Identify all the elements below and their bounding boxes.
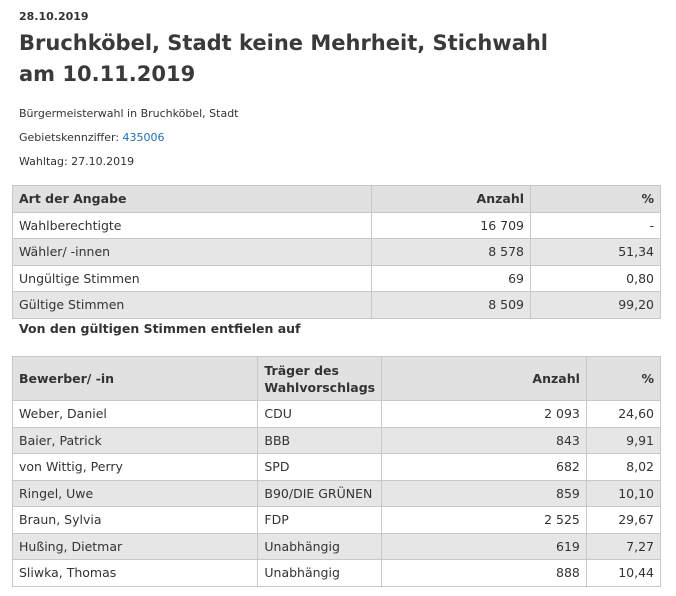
candidate-count: 619 <box>382 533 587 560</box>
candidate-party: Unabhängig <box>258 533 382 560</box>
candidate-count: 682 <box>382 454 587 481</box>
column-header-count: Anzahl <box>382 357 587 401</box>
summary-table <box>12 185 661 319</box>
candidates-table <box>12 356 661 587</box>
table-row <box>13 507 661 534</box>
column-header-type: Art der Angabe <box>13 186 372 213</box>
summary-table-header <box>13 186 661 213</box>
row-percent: 51,34 <box>531 239 661 266</box>
candidate-party: BBB <box>258 427 382 454</box>
area-code-row <box>19 126 676 150</box>
candidate-percent: 10,10 <box>586 480 660 507</box>
candidate-name: Weber, Daniel <box>13 401 258 428</box>
candidate-percent: 8,02 <box>586 454 660 481</box>
table-row <box>13 533 661 560</box>
row-label: Wahlberechtigte <box>13 212 372 239</box>
column-header-count: Anzahl <box>372 186 531 213</box>
candidate-name: von Wittig, Perry <box>13 454 258 481</box>
candidate-name: Ringel, Uwe <box>13 480 258 507</box>
publish-date: 28.10.2019 <box>19 10 89 23</box>
candidate-party: FDP <box>258 507 382 534</box>
table-row <box>13 454 661 481</box>
candidate-party: B90/DIE GRÜNEN <box>258 480 382 507</box>
candidate-percent: 7,27 <box>586 533 660 560</box>
table-row <box>13 480 661 507</box>
row-label: Wähler/ -innen <box>13 239 372 266</box>
table-row <box>13 427 661 454</box>
election-day: Wahltag: 27.10.2019 <box>19 155 135 168</box>
candidate-party: SPD <box>258 454 382 481</box>
election-result-page <box>0 0 676 174</box>
row-count: 69 <box>372 265 531 292</box>
table-row <box>13 239 661 266</box>
table-row <box>13 401 661 428</box>
candidate-name: Hußing, Dietmar <box>13 533 258 560</box>
area-code-link[interactable]: 435006 <box>122 131 165 144</box>
candidate-percent: 9,91 <box>586 427 660 454</box>
column-header-party: Träger des Wahlvorschlags <box>258 357 382 401</box>
candidate-name: Baier, Patrick <box>13 427 258 454</box>
election-meta <box>19 102 676 174</box>
candidate-percent: 10,44 <box>586 560 660 587</box>
table-row <box>13 292 661 319</box>
row-count: 16 709 <box>372 212 531 239</box>
page-title: Bruchköbel, Stadt keine Mehrheit, Stichwahl am 10.11.2019 <box>19 31 549 86</box>
area-code-label: Gebietskennziffer: <box>19 131 123 144</box>
candidate-percent: 24,60 <box>586 401 660 428</box>
row-count: 8 509 <box>372 292 531 319</box>
column-header-candidate: Bewerber/ -in <box>13 357 258 401</box>
table-row <box>13 212 661 239</box>
row-label: Ungültige Stimmen <box>13 265 372 292</box>
candidate-count: 888 <box>382 560 587 587</box>
candidate-count: 843 <box>382 427 587 454</box>
candidate-count: 2 093 <box>382 401 587 428</box>
candidates-table-header <box>13 357 661 401</box>
candidate-percent: 29,67 <box>586 507 660 534</box>
row-percent: 0,80 <box>531 265 661 292</box>
section-subheading: Von den gültigen Stimmen entfielen auf <box>19 321 301 336</box>
election-name: Bürgermeisterwahl in Bruchköbel, Stadt <box>19 107 239 120</box>
candidate-name: Sliwka, Thomas <box>13 560 258 587</box>
table-row <box>13 265 661 292</box>
candidate-count: 859 <box>382 480 587 507</box>
candidate-count: 2 525 <box>382 507 587 534</box>
candidate-party: CDU <box>258 401 382 428</box>
column-header-percent: % <box>586 357 660 401</box>
row-percent: - <box>531 212 661 239</box>
row-count: 8 578 <box>372 239 531 266</box>
candidate-party: Unabhängig <box>258 560 382 587</box>
candidate-name: Braun, Sylvia <box>13 507 258 534</box>
row-percent: 99,20 <box>531 292 661 319</box>
column-header-percent: % <box>531 186 661 213</box>
table-row <box>13 560 661 587</box>
row-label: Gültige Stimmen <box>13 292 372 319</box>
